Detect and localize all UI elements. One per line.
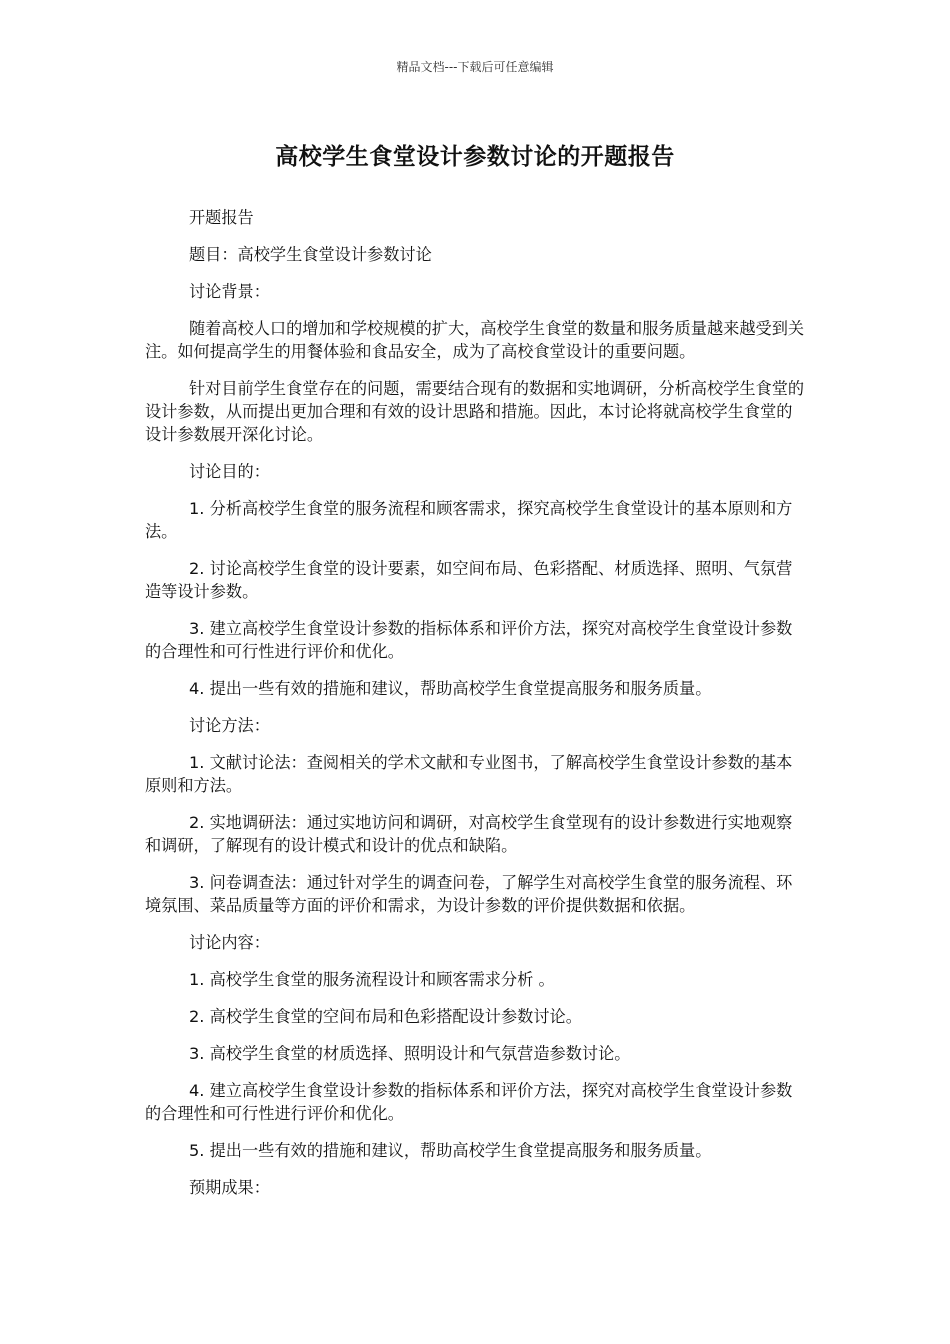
paragraph: 3. 问卷调查法：通过针对学生的调查问卷，了解学生对高校学生食堂的服务流程、环境氛围、菜品质量等方面的评价和需求，为设计参数的评价提供数据和依据。 <box>145 873 793 915</box>
paragraph: 1. 高校学生食堂的服务流程设计和顾客需求分析 。 <box>189 970 555 989</box>
paragraph: 2. 高校学生食堂的空间布局和色彩搭配设计参数讨论。 <box>189 1007 582 1026</box>
paragraph: 4. 建立高校学生食堂设计参数的指标体系和评价方法，探究对高校学生食堂设计参数的合理性和可行性进行评价和优化。 <box>145 1081 793 1123</box>
paragraph: 预期成果： <box>189 1178 270 1197</box>
paragraph: 讨论方法： <box>189 716 270 735</box>
paragraph: 4. 提出一些有效的措施和建议，帮助高校学生食堂提高服务和服务质量。 <box>189 679 712 698</box>
paragraph: 1. 分析高校学生食堂的服务流程和顾客需求，探究高校学生食堂设计的基本原则和方法。 <box>145 499 793 541</box>
header-note: 精品文档---下载后可任意编辑 <box>396 60 554 74</box>
paragraph: 题目：高校学生食堂设计参数讨论 <box>189 245 432 264</box>
paragraph: 5. 提出一些有效的措施和建议，帮助高校学生食堂提高服务和服务质量。 <box>189 1141 712 1160</box>
paragraph: 针对目前学生食堂存在的问题，需要结合现有的数据和实地调研，分析高校学生食堂的设计参数，从而提出更加合理和有效的设计思路和措施。因此，本讨论将就高校学生食堂的设计参数展开深化讨论。 <box>145 379 805 444</box>
paragraph: 开题报告 <box>189 208 254 227</box>
paragraph: 讨论背景： <box>189 282 270 301</box>
paragraph: 1. 文献讨论法：查阅相关的学术文献和专业图书，了解高校学生食堂设计参数的基本原则和方法。 <box>145 753 793 795</box>
paragraph: 讨论目的： <box>189 462 270 481</box>
paragraph: 3. 建立高校学生食堂设计参数的指标体系和评价方法，探究对高校学生食堂设计参数的合理性和可行性进行评价和优化。 <box>145 619 793 661</box>
document-body <box>145 206 807 1213</box>
paragraph: 3. 高校学生食堂的材质选择、照明设计和气氛营造参数讨论。 <box>189 1044 631 1063</box>
paragraph: 随着高校人口的增加和学校规模的扩大，高校学生食堂的数量和服务质量越来越受到关注。如何提高学生的用餐体验和食品安全，成为了高校食堂设计的重要问题。 <box>145 319 805 361</box>
paragraph: 2. 实地调研法：通过实地访问和调研，对高校学生食堂现有的设计参数进行实地观察和调研，了解现有的设计模式和设计的优点和缺陷。 <box>145 813 793 855</box>
paragraph: 讨论内容： <box>189 933 270 952</box>
paragraph: 2. 讨论高校学生食堂的设计要素，如空间布局、色彩搭配、材质选择、照明、气氛营造等设计参数。 <box>145 559 793 601</box>
document-title: 高校学生食堂设计参数讨论的开题报告 <box>275 144 675 170</box>
